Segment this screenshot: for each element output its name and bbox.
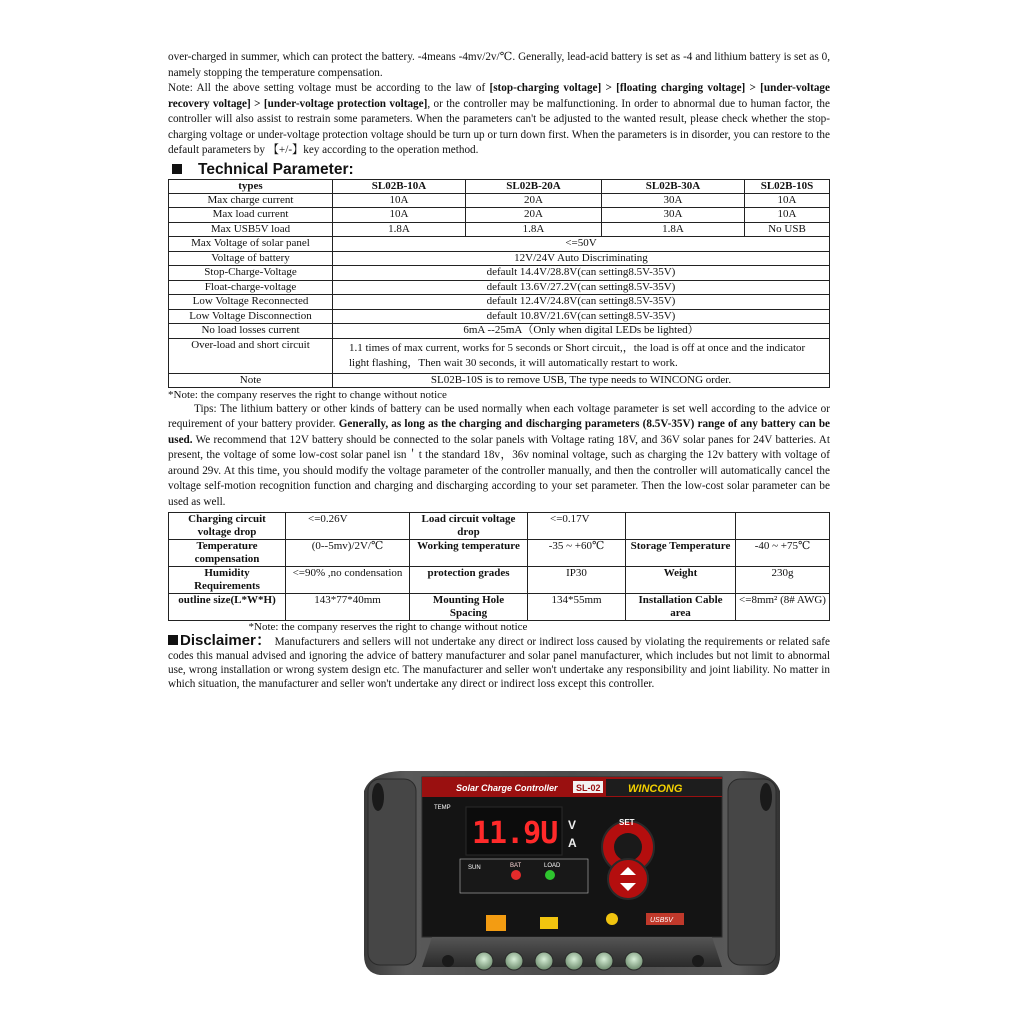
spec-label: Installation Cable area [626, 594, 736, 621]
table-row [169, 513, 830, 540]
header-cell: SL02B-10A [333, 179, 466, 193]
spec-label: Load circuit voltage drop [410, 513, 528, 540]
header-cell: types [169, 179, 333, 193]
param-label: Low Voltage Disconnection [169, 309, 333, 324]
change-notice: *Note: the company reserves the right to change without notice [168, 389, 447, 401]
param-value: 6mA --25mA（Only when digital LEDs be lighted） [333, 324, 830, 339]
param-value: 10A [333, 193, 466, 208]
param-value: default 14.4V/28.8V(can setting8.5V-35V) [333, 266, 830, 281]
param-label: Over-load and short circuit [169, 338, 333, 373]
spec-label: Charging circuit voltage drop [169, 513, 286, 540]
table-row [169, 594, 830, 621]
spec-value: -35 ~ +60℃ [528, 540, 626, 567]
table-header-row [169, 179, 830, 193]
intro-paragraph: over-charged in summer, which can protect the battery. -4means -4mv/2v/℃. Generally, lead-acid battery is set as -4 and lithium battery is set as 0, namely stopping the temperature compensation. [168, 51, 830, 79]
table-row [169, 222, 830, 237]
terminal-knob-icon [625, 952, 643, 970]
spec-value: <=0.26V [286, 513, 410, 540]
tips-bold: Generally, as long as the charging and discharging parameters (8.5V-35V) range of any battery can be used. [168, 418, 831, 446]
param-label: Low Voltage Reconnected [169, 295, 333, 310]
spec-value: -40 ~ +75℃ [736, 540, 830, 567]
terminal-knob-icon [505, 952, 523, 970]
terminal-knob-icon [565, 952, 583, 970]
table-row [169, 193, 830, 208]
note-voltage-law: [stop-charging voltage] > [floating charging voltage] > [under-voltage recovery voltage] > [under-voltage protection voltage] [168, 82, 830, 110]
spec-label: Weight [626, 567, 736, 594]
solar-panel-icon [486, 915, 506, 931]
param-value: 10A [745, 208, 830, 223]
controller-illustration [360, 767, 784, 1006]
mount-hole-icon [760, 783, 772, 811]
param-label: Max Voltage of solar panel [169, 237, 333, 252]
bat-label: BAT [510, 863, 522, 869]
bulb-icon [606, 913, 618, 925]
button-center [614, 833, 642, 861]
terminal-knob-icon [535, 952, 553, 970]
param-value: 1.8A [602, 222, 745, 237]
table-row [169, 540, 830, 567]
param-value: <=50V [333, 237, 830, 252]
spec-label: Storage Temperature [626, 540, 736, 567]
terminal-knob-icon [475, 952, 493, 970]
param-value: 1.1 times of max current, works for 5 seconds or Short circuit,，the load is off at once and the indicator light flashing，Then wait 30 seconds, it will automatically restart to work. [333, 338, 830, 373]
note-prefix: Note: All the above setting voltage must be according to the law of [168, 82, 490, 94]
disclaimer-paragraph: Disclaimer： Manufacturers and sellers will not undertake any direct or indirect loss caused by violating the requirements or related safe codes this manual advised and ignoring the advice of battery manufacturer and solar panel manufacturer, which includes but not limit to abnormal use, wrong installation or wrong system design etc. The manufacturer and seller won't undertake any responsibility and joint liability. No matter in which situation, the manufacturer and seller won't undertake any direct or indirect loss except this controller. [168, 631, 830, 690]
spec-label: Working temperature [410, 540, 528, 567]
param-value: default 12.4V/24.8V(can setting8.5V-35V) [333, 295, 830, 310]
battery-icon [540, 917, 558, 929]
terminal-screw-icon [692, 955, 704, 967]
terminal-screw-icon [442, 955, 454, 967]
param-label: Max USB5V load [169, 222, 333, 237]
param-value: 10A [333, 208, 466, 223]
param-value: 30A [602, 193, 745, 208]
spec-label: Temperature compensation [169, 540, 286, 567]
spec-value: IP30 [528, 567, 626, 594]
header-cell: SL02B-30A [602, 179, 745, 193]
voltage-note-paragraph [168, 81, 830, 159]
table-row [169, 295, 830, 310]
table-row [169, 208, 830, 223]
model-badge-text: SL-02 [576, 783, 601, 793]
param-label: Max charge current [169, 193, 333, 208]
plus-minus-button[interactable] [608, 859, 648, 899]
note-rest: , or the controller may be malfunctioning. In order to abnormal due to human factor, the controller will also assist to restrain some parameters. When the parameters can't be adjusted to the wanted result, please check whether the stop-charging voltage or under-voltage protection voltage should be turn up or turn down first. When the parameters is in disorder, you can restore to the default parameters by 【+/-】key according to the operation method. [168, 97, 830, 156]
table-row [169, 567, 830, 594]
load-label: LOAD [544, 863, 561, 869]
set-label: SET [619, 818, 635, 827]
spec-value [736, 513, 830, 540]
unit-a-label: A [568, 836, 577, 850]
disclaimer-heading: Disclaimer： [180, 631, 272, 649]
load-indicator-icon [545, 870, 555, 880]
spec-label: Mounting Hole Spacing [410, 594, 528, 621]
temp-label: TEMP [434, 805, 451, 811]
spec-value: <=8mm² (8# AWG) [736, 594, 830, 621]
table-row [169, 309, 830, 324]
param-value: 1.8A [333, 222, 466, 237]
led-readout: 11.9U [472, 816, 558, 851]
param-value: default 10.8V/21.6V(can setting8.5V-35V) [333, 309, 830, 324]
param-value: 30A [602, 208, 745, 223]
spec-value: <=0.17V [528, 513, 626, 540]
param-label: No load losses current [169, 324, 333, 339]
solar-charge-controller-photo [360, 767, 784, 1006]
product-text: Solar Charge Controller [456, 783, 558, 793]
table-row [169, 266, 830, 281]
spec-label: protection grades [410, 567, 528, 594]
param-value: SL02B-10S is to remove USB, The type needs to WINCONG order. [333, 373, 830, 388]
param-value: 20A [466, 193, 602, 208]
param-value: 20A [466, 208, 602, 223]
bat-indicator-icon [511, 870, 521, 880]
table-row [169, 251, 830, 266]
spec-label: Humidity Requirements [169, 567, 286, 594]
spec-value: (0--5mv)/2V/℃ [286, 540, 410, 567]
bullet-square-icon [168, 635, 178, 645]
param-label: Note [169, 373, 333, 388]
change-notice: *Note: the company reserves the right to change without notice [248, 621, 528, 633]
manual-page [168, 50, 830, 691]
param-label: Float-charge-voltage [169, 280, 333, 295]
terminal-knob-icon [595, 952, 613, 970]
param-value: 1.8A [466, 222, 602, 237]
table-row [169, 373, 830, 388]
table-row [169, 280, 830, 295]
param-value: default 13.6V/27.2V(can setting8.5V-35V) [333, 280, 830, 295]
table-row [169, 338, 830, 373]
usb-label: USB5V [650, 917, 673, 924]
table-row [169, 324, 830, 339]
header-cell: SL02B-20A [466, 179, 602, 193]
spec-label: outline size(L*W*H) [169, 594, 286, 621]
spec-value: 230g [736, 567, 830, 594]
sun-label: SUN [468, 865, 481, 871]
param-label: Stop-Charge-Voltage [169, 266, 333, 281]
param-value: No USB [745, 222, 830, 237]
param-label: Max load current [169, 208, 333, 223]
spec-label [626, 513, 736, 540]
param-label: Voltage of battery [169, 251, 333, 266]
spec-value: <=90% ,no condensation [286, 567, 410, 594]
table-row [169, 237, 830, 252]
tips-paragraph: Tips: The lithium battery or other kinds of battery can be used normally when each voltage parameter is set well according to the advice or requirement of your battery provider. Generally, as long as the charging and discharging parameters (8.5V-35V) range of any battery can be used. We recommend that 12V battery should be connected to the solar panels with Voltage rating 18V, and 36V solar panes for 24V batteries. At present, the voltage of some low-cost solar panel isn＇t the standard 18v，36v nominal voltage, such as charging the 12v battery with voltage of around 29v. At this time, you should modify the voltage parameter of the controller manually, and then the controller will automatically cancel the voltage self-motion recognition function and charging and discharging according to your set parameter. Then the low-cost solar parameter can be used as well. [168, 402, 831, 508]
unit-v-label: V [568, 818, 577, 832]
mount-hole-icon [372, 783, 384, 811]
header-cell: SL02B-10S [745, 179, 830, 193]
technical-parameter-table [168, 179, 830, 389]
specification-table [168, 512, 830, 621]
brand-text: WINCONG [628, 783, 683, 795]
bullet-square-icon [172, 164, 182, 174]
technical-parameter-heading: Technical Parameter: [172, 161, 830, 178]
spec-value: 134*55mm [528, 594, 626, 621]
spec-value: 143*77*40mm [286, 594, 410, 621]
param-value: 12V/24V Auto Discriminating [333, 251, 830, 266]
param-value: 10A [745, 193, 830, 208]
